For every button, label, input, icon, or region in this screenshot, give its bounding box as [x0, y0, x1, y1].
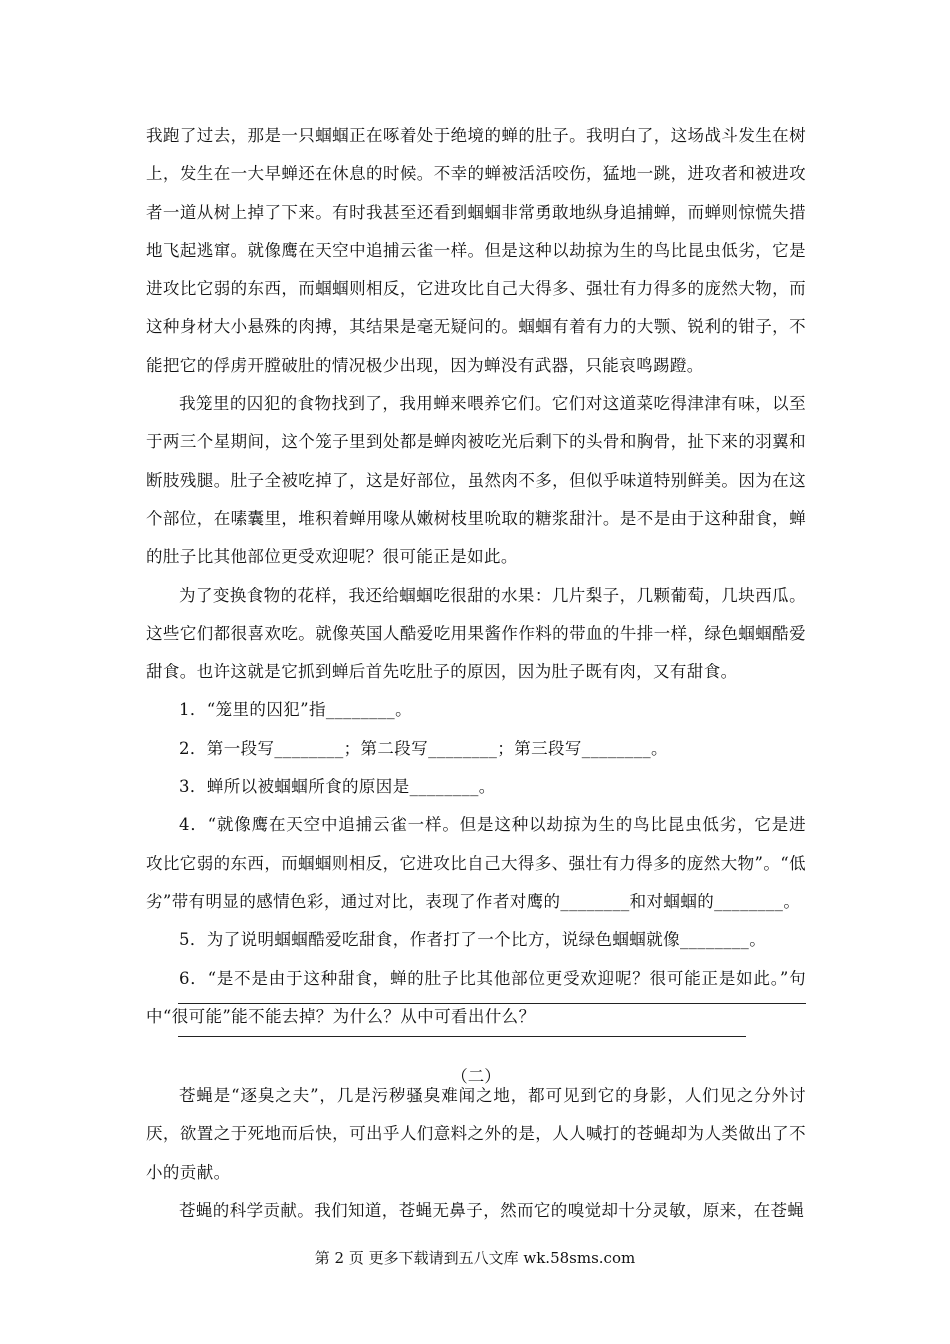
passage-paragraph-1: 我跑了过去，那是一只蝈蝈正在啄着处于绝境的蝉的肚子。我明白了，这场战斗发生在树上，发生在一大早蝉还在休息的时候。不幸的蝉被活活咬伤，猛地一跳，进攻者和被进攻者一道从树上掉了下来。有时我甚至还看到蝈蝈非常勇敢地纵身追捕蝉，而蝉则惊慌失措地飞起逃窜。就像鹰在天空中追捕云雀一样。但是这种以劫掠为生的鸟比昆虫低劣，它是进攻比它弱的东西，而蝈蝈则相反，它进攻比自己大得多、强壮有力得多的庞然大物，而这种身材大小悬殊的肉搏，其结果是毫无疑问的。蝈蝈有着有力的大颚、锐利的钳子，不能把它的俘虏开膛破肚的情况极少出现，因为蝉没有武器，只能哀鸣踢蹬。: [146, 126, 806, 375]
question-5: 5．为了说明蝈蝈酷爱吃甜食，作者打了一个比方，说绿色蝈蝈就像________。: [179, 930, 767, 950]
passage-paragraph-2: 我笼里的囚犯的食物找到了，我用蝉来喂养它们。它们对这道菜吃得津津有味，以至于两三个星期间，这个笼子里到处都是蝉肉被吃光后剩下的头骨和胸骨，扯下来的羽翼和断肢残腿。肚子全被吃掉了，这是好部位，虽然肉不多，但似乎味道特别鲜美。因为在这个部位，在嗉囊里，堆积着蝉用喙从嫩树枝里吮取的糖浆甜汁。是不是由于这种甜食，蝉的肚子比其他部位更受欢迎呢？很可能正是如此。: [146, 394, 806, 567]
question-6: 6．“是不是由于这种甜食，蝉的肚子比其他部位更受欢迎呢？很可能正是如此。”句中“很可能”能不能去掉？为什么？从中可看出什么？: [146, 968, 806, 1026]
passage-paragraph-3: 为了变换食物的花样，我还给蝈蝈吃很甜的水果：几片梨子，几颗葡萄，几块西瓜。这些它们都很喜欢吃。就像英国人酷爱吃用果酱作作料的带血的牛排一样，绿色蝈蝈酷爱甜食。也许这就是它抓到蝉后首先吃肚子的原因，因为肚子既有肉，又有甜食。: [146, 585, 806, 682]
section2-paragraph-2: 苍蝇的科学贡献。我们知道，苍蝇无鼻子，然而它的嗅觉却十分灵敏，原来，在苍蝇: [179, 1200, 805, 1220]
answer-line-2: [178, 1036, 746, 1037]
answer-line-1: [178, 1003, 806, 1004]
question-1: 1．“笼里的囚犯”指________。: [179, 700, 412, 720]
passage-two: [146, 1077, 806, 1230]
section2-paragraph-1: 苍蝇是“逐臭之夫”，几是污秽骚臭难闻之地，都可见到它的身影，人们见之分外讨厌，欲置之于死地而后快，可出乎人们意料之外的是，人人喊打的苍蝇却为人类做出了不小的贡献。: [146, 1086, 806, 1182]
question-2: 2．第一段写________；第二段写________；第三段写________。: [179, 738, 668, 758]
question-4: 4．“就像鹰在天空中追捕云雀一样。但是这种以劫掠为生的鸟比昆虫低劣，它是进攻比它弱的东西，而蝈蝈则相反，它进攻比自己大得多、强壮有力得多的庞然大物”。“低劣”带有明显的感情色彩，通过对比，表现了作者对鹰的________和对蝈蝈的________。: [146, 815, 806, 911]
page-footer: 第 2 页 更多下载请到五八文库 wk.58sms.com: [314, 1249, 636, 1267]
passage-one: [146, 117, 806, 1036]
question-3: 3．蝉所以被蝈蝈所食的原因是________。: [179, 777, 496, 797]
section-title: （二）: [451, 1067, 501, 1086]
